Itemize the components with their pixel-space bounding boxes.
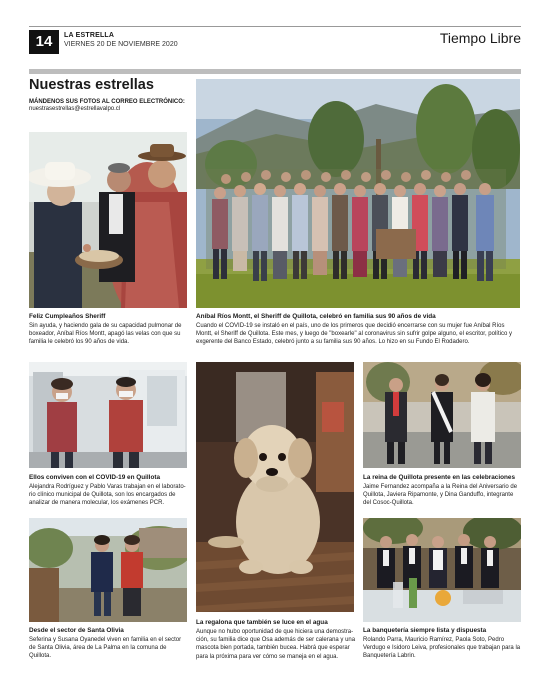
caption-text xyxy=(29,636,189,661)
caption-title: La banquetería siempre lista y dispuesta xyxy=(363,627,487,634)
paper-name: LA ESTRELLA xyxy=(64,32,115,39)
caption-line: boxeador, Aníbal Ríos Montt, apagó las velas con que su xyxy=(29,331,181,338)
caption-text xyxy=(196,322,520,347)
page-number: 14 xyxy=(29,30,59,54)
caption-text xyxy=(363,636,521,661)
caption-line: exgerente del Banco Estado, celebró junto a su familia sus 90 años. Lo hizo en su Fundo El Rodadero. xyxy=(196,339,470,346)
section-rule xyxy=(29,69,521,74)
caption-line: familia le celebró los 90 años de vida. xyxy=(29,339,130,346)
photo-santa-olivia xyxy=(29,518,187,622)
caption-line: Seferina y Susana Oyanedel viven en familia en el sector xyxy=(29,637,182,643)
caption-line: Verdugo e Isidoro Leiva, profesionales que trabajan para la xyxy=(363,645,521,652)
photo-birthday-cake xyxy=(29,132,187,308)
caption-title: Ellos conviven con el COVID-19 en Quillota xyxy=(29,474,161,481)
caption-title: Aníbal Ríos Montt, el Sheriff de Quillota, celebró en familia sus 90 años de vida xyxy=(196,313,436,320)
photo-banqueteria xyxy=(363,518,521,622)
caption-title: La reina de Quillota presente en las celebraciones xyxy=(363,474,516,481)
caption-text xyxy=(29,322,189,347)
caption-title: Feliz Cumpleaños Sheriff xyxy=(29,313,106,320)
caption-line: Quillota. xyxy=(29,653,52,660)
caption-line: Cuando el COVID-19 se instaló en el país, uno de los primeros que decidió encerrarse con su mujer fue Aníbal Ríos xyxy=(196,323,505,329)
caption-text xyxy=(29,483,189,508)
caption-line: para la próxima para ver cómo se maneja en el agua. xyxy=(196,653,339,660)
caption-line: mascota bien portada, también bucea. Habrá que esperar xyxy=(196,645,350,652)
caption-line: rio clínico municipal de Quillota, son los encargados de xyxy=(29,492,176,499)
caption-line: Rolando Parra, Mauricio Ramírez, Paola Soto, Pedro xyxy=(363,637,505,643)
caption-title: La regalona que también se luce en el agua xyxy=(196,619,328,626)
photo-lab-workers xyxy=(29,362,187,468)
caption-line: Alejandra Rodríguez y Pablo Varas trabajan en el laborato- xyxy=(29,484,186,490)
issue-date: VIERNES 20 DE NOVIEMBRE 2020 xyxy=(64,41,178,48)
caption-line: Quillota, Javiera Ripamonte, y Dina Ganduffo, integrante xyxy=(363,492,514,499)
header-rule xyxy=(29,26,521,27)
send-photos-label: MÁNDENOS SUS FOTOS AL CORREO ELECTRÓNICO: xyxy=(29,99,185,105)
caption-line: Jaime Fernandez acompaña a la Reina del Aniversario de xyxy=(363,484,518,490)
caption-line: del Cosoc-Quillota. xyxy=(363,500,414,507)
caption-line: ción, su familia dice que Osa además de ser calerana y una xyxy=(196,637,356,644)
caption-line: de Santa Olivia, área de La Palma en la comuna de xyxy=(29,645,167,652)
photo-dog xyxy=(196,362,354,612)
caption-title: Desde el sector de Santa Olivia xyxy=(29,627,124,634)
photo-family-group xyxy=(196,79,520,308)
caption-line: Banquetería Labrin. xyxy=(363,653,416,660)
column-title: Nuestras estrellas xyxy=(29,77,154,93)
send-photos-email[interactable]: nuestrasestrellas@estrellavalpo.cl xyxy=(29,106,121,112)
caption-line: Sin ayuda, y haciendo gala de su capacidad pulmonar de xyxy=(29,323,182,329)
caption-line: Aunque no hubo oportunidad de que hiciera una demostra- xyxy=(196,629,354,635)
caption-line: Montt, el Sheriff de Quillota. Este mes, y luego de "boxearle" al coronavirus sin sufrir golpe alguno, el escritor, político y xyxy=(196,331,512,338)
section-title: Tiempo Libre xyxy=(439,30,521,46)
caption-line: analizar de manera molecular, los exámenes PCR. xyxy=(29,500,165,507)
photo-queen xyxy=(363,362,521,468)
caption-text xyxy=(363,483,521,508)
caption-text xyxy=(196,628,356,661)
